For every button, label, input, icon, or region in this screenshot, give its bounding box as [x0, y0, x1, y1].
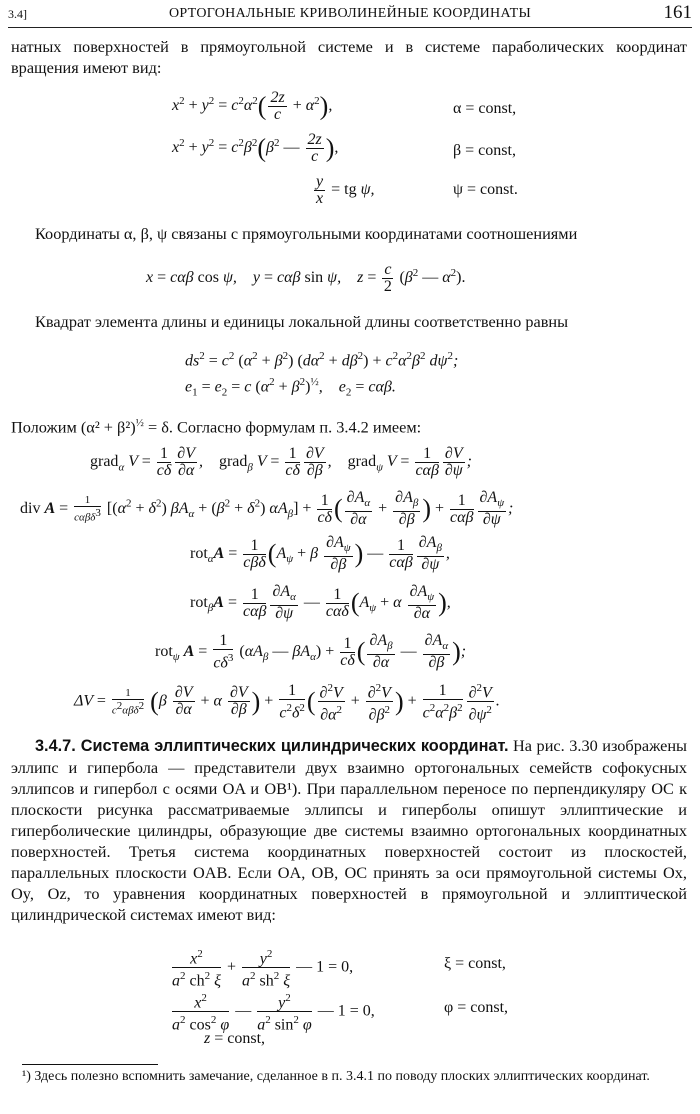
- header-rule: [8, 27, 692, 28]
- condition-beta: β = const,: [453, 142, 516, 159]
- equation-hyperbola: $\frac{x^2}{a^2 \cos^2 \varphi}$ — $\frac{y^2}{a^2 \sin^2 \varphi}$ — 1 = 0,: [172, 992, 375, 1034]
- equation-z-const: z = const,: [204, 1030, 266, 1047]
- condition-psi: ψ = const.: [453, 181, 518, 198]
- footnote-rule: [22, 1064, 158, 1065]
- delta-text-start: Положим (α² + β²): [11, 417, 136, 437]
- equation-grad: grad$_\alpha$ V = $\frac{1}{c\delta}$ $\frac{\partial V}{\partial\alpha}$ , grad$_\beta$ V = $\frac{1}{c\delta}$ $\frac{\partial V}{\partial\beta}$ , grad$_\psi$ V = $\frac{1}{\text{cαβ}}$ $\frac{\partial V}{\partial\psi}$ ;: [90, 445, 472, 479]
- condition-xi: ξ = const,: [444, 955, 506, 972]
- paragraph-intro: натных поверхностей в прямоугольной системе и в системе параболических координат вращения имеют вид:: [11, 37, 687, 77]
- header-section: 3.4]: [8, 7, 27, 21]
- equation-laplacian: ΔV = $\frac{1}{c^2\alpha\beta\delta^2}$ (β $\frac{\partial V}{\partial\alpha}$ + α $\frac{\partial V}{\partial\beta}$ ) + $\frac{1}{c^2\delta^2}$ ( $\frac{\partial^2V}{\partial\alpha^2}$ + $\frac{\partial^2V}{\partial\beta^2}$ ) + $\frac{1}{c^2\alpha^2\beta^2}$ $\frac{\partial^2V}{\partial\psi^2}$ .: [74, 681, 500, 724]
- equation-xyz: x = cαβ cos ψ, y = cαβ sin ψ, z = $\frac{c}{2}$ ($\beta^2$ — $\alpha^2$).: [146, 261, 466, 295]
- condition-phi: φ = const,: [444, 999, 509, 1016]
- header-title: ОРТОГОНАЛЬНЫЕ КРИВОЛИНЕЙНЫЕ КООРДИНАТЫ: [168, 6, 531, 21]
- condition-alpha: α = const,: [453, 100, 517, 117]
- delta-text-end: = δ. Согласно формулам п. 3.4.2 имеем:: [143, 417, 422, 437]
- delta-exponent: ½: [135, 417, 144, 429]
- equation-ellipse: $\frac{x^2}{a^2 ch^2 \xi}$ + $\frac{y^2}{a^2 sh^2 \xi}$ — 1 = 0,: [172, 948, 354, 990]
- equation-paraboloid-1: $x^2 + y^2 = c^2\alpha^2$( $\frac{2z}{c}$ + $\alpha^2$),: [172, 89, 333, 123]
- paragraph-delta: [11, 413, 687, 437]
- paragraph-length: Квадрат элемента длины и единицы локальной длины соответственно равны: [35, 312, 569, 331]
- equation-lame: $e_1 = e_2 = c$ $(\alpha^2 + \beta^2)^{\frac{1}{2}}$, $e_2 = c\alpha\beta$.: [185, 376, 396, 399]
- running-header: [8, 2, 692, 28]
- section-body: На рис. 3.30 изображены эллипс и гипербола — представители двух взаимно ортогональных семейств софокусных эллипсов и гипербол с осями OA и OB¹). При параллельном переносе по перпендикуляру OC к плоскости рисунка рассматриваемые эллипсы и гиперболы опишут эллиптические и гиперболические цилиндры, образующие две системы взаимно ортогональных координатных поверхностей. Третья система координатных поверхностей состоит из плоскостей, параллельных плоскости OAB. Если OA, OB, OC принять за оси прямоугольной системы Ox, Oy, Oz, то уравнения координатных поверхностей в прямоугольной и эллиптической цилиндрической системах имеют вид:: [11, 736, 687, 924]
- equation-tg-psi: $\frac{y}{x}$ = tg ψ,: [316, 173, 375, 207]
- equation-div: div A = $\frac{1}{c\alpha\beta\delta^3}$ $[(\alpha^2 + \delta^2) \beta A_\alpha + (\beta^2 + \delta^2) \alpha A_\beta]$ + $\frac{1}{c\delta}$ ( $\frac{\partial A_\alpha}{\partial\alpha}$ + $\frac{\partial A_\beta}{\partial\beta}$ ) + $\frac{1}{\text{cαβ}}$ $\frac{\partial A_\psi}{\partial\psi}$ ;: [20, 489, 514, 529]
- equation-rot-psi: rot$_\psi$ A = $\frac{1}{c\delta^3}$ ($\alpha A_\beta$ — $\beta A_\alpha$) + $\frac{1}{c\delta}$ ( $\frac{\partial A_\beta}{\partial\alpha}$ — $\frac{\partial A_\alpha}{\partial\beta}$ );: [155, 632, 467, 672]
- equation-ds2: $ds^2 = c^2$ $(\alpha^2 + \beta^2) (d\alpha^2 + d\beta^2) + c^2\alpha^2\beta^2$ $d\psi^2$;: [185, 350, 459, 370]
- equation-rot-alpha: rot$_\alpha$A = $\frac{1}{\text{cβδ}}$ ($A_\psi + \beta$ $\frac{\partial A_\psi}{\partial\beta}$ ) — $\frac{1}{\text{cαβ}}$ $\frac{\partial A_\beta}{\partial\psi}$ ,: [190, 534, 450, 574]
- section-3-4-7: [11, 735, 687, 925]
- footnote: ¹) Здесь полезно вспомнить замечание, сделанное в п. 3.4.1 по поводу плоских эллиптических координат.: [22, 1069, 650, 1084]
- section-heading: 3.4.7. Система эллиптических цилиндрических координат.: [35, 737, 509, 755]
- page-number: 161: [663, 2, 692, 23]
- equation-paraboloid-2: $x^2 + y^2 = c^2\beta^2(\beta^2$ — $\frac{2z}{c}$ ),: [172, 131, 339, 165]
- paragraph-relations: Координаты α, β, ψ связаны с прямоугольными координатами соотношениями: [35, 224, 578, 243]
- equation-rot-beta: rot$_\beta$A = $\frac{1}{\text{cαβ}}$ $\frac{\partial A_\alpha}{\partial\psi}$ — $\frac{1}{\text{cαδ}}$ ($A_\psi + \alpha$ $\frac{\partial A_\psi}{\partial\alpha}$ ),: [190, 583, 451, 623]
